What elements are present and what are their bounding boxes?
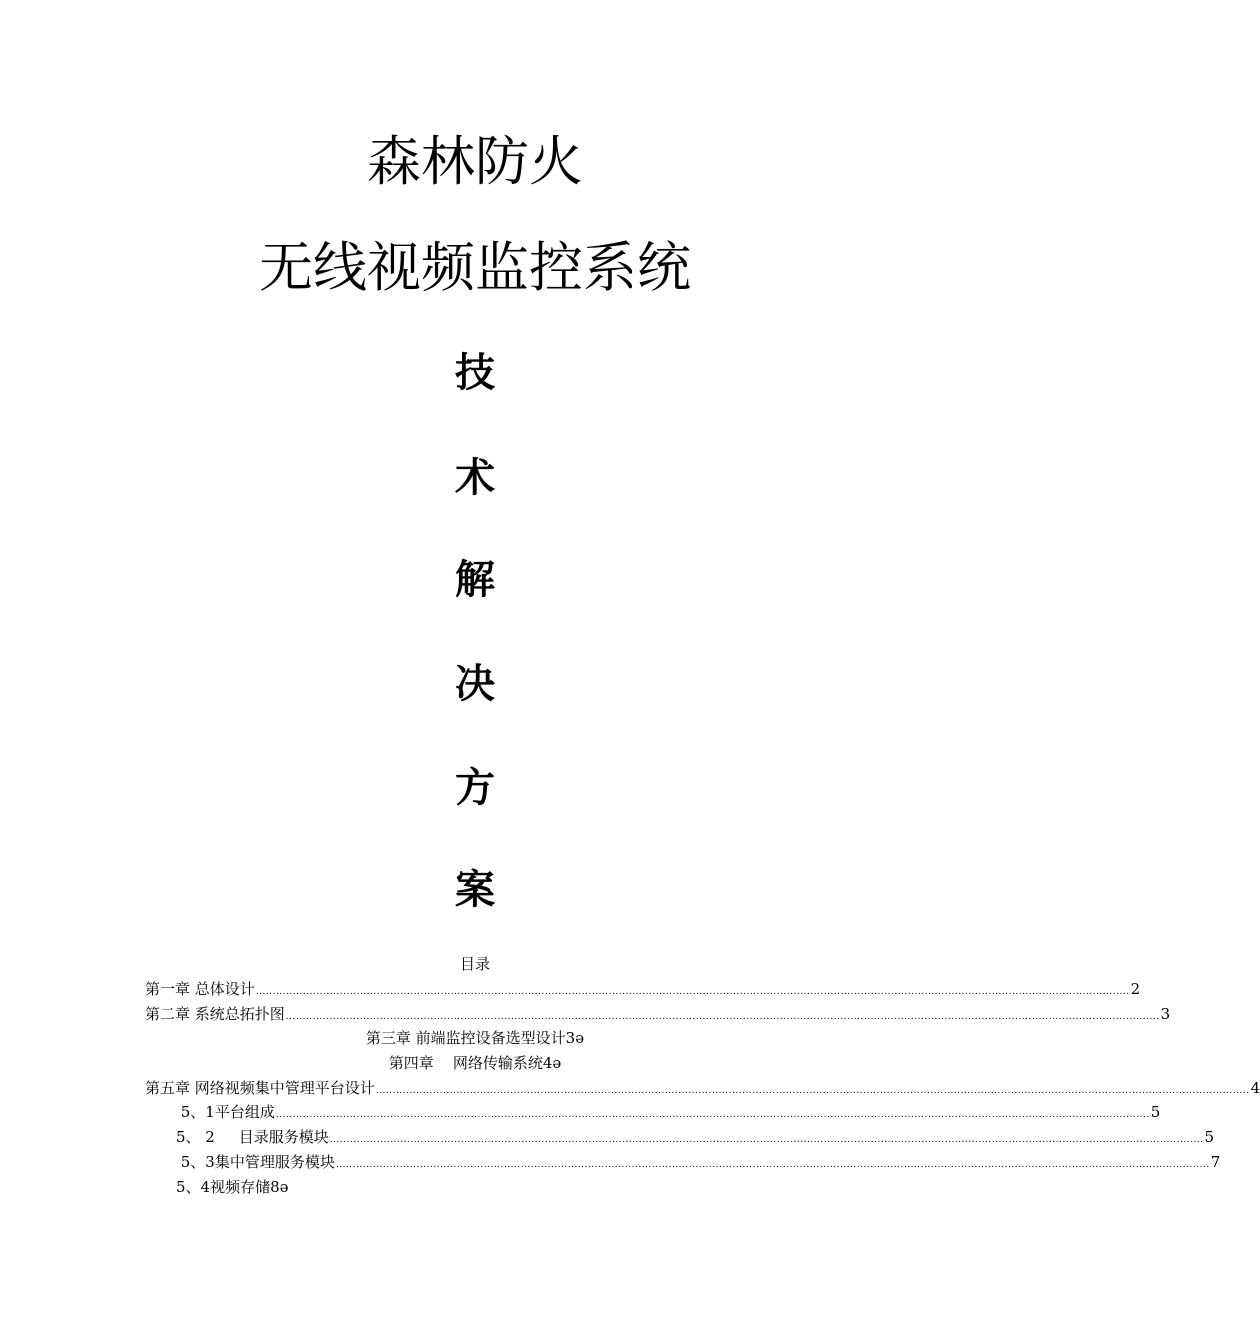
- toc-leader-dots: ....................................................................................................................................................................................................................................................................: [275, 1110, 1150, 1120]
- toc-entry-page: 7: [1210, 1153, 1221, 1171]
- toc-entry-page: 4: [1250, 1079, 1260, 1097]
- subtitle-char-6: 案: [455, 867, 495, 913]
- toc-leader-dots: ....................................................................................................................................................................................................................................................................: [285, 1012, 1160, 1022]
- subtitle-char-5: 方: [455, 765, 495, 811]
- toc-entry[interactable]: [176, 1126, 1215, 1151]
- toc-entry[interactable]: 第三章 前端监控设备选型设计3ə: [365, 1029, 585, 1047]
- toc-entry-label: 5、1平台组成: [176, 1103, 275, 1121]
- toc-entry-page: 5: [1150, 1103, 1161, 1121]
- toc-leader-dots: ....................................................................................................................................................................................................................................................................: [375, 1086, 1250, 1096]
- toc-entry[interactable]: [145, 978, 1141, 1003]
- toc-entry-page: 3: [1160, 1005, 1171, 1023]
- toc-entry-label: 5、 2 目录服务模块: [176, 1128, 329, 1146]
- toc-entry-page: 2: [1130, 980, 1141, 998]
- toc-entry[interactable]: 5、4视频存储8ə: [176, 1178, 289, 1196]
- toc-heading: 目录: [459, 955, 490, 973]
- toc-entry-label: 第二章 系统总拓扑图: [145, 1005, 285, 1023]
- toc-entry[interactable]: [176, 1101, 1161, 1126]
- toc-entry[interactable]: [176, 1151, 1221, 1176]
- toc-leader-dots: ....................................................................................................................................................................................................................................................................: [255, 987, 1130, 997]
- document-title-line-2: 无线视频监控系统: [259, 236, 691, 299]
- subtitle-char-4: 决: [455, 661, 495, 707]
- toc-leader-dots: ....................................................................................................................................................................................................................................................................: [335, 1160, 1210, 1170]
- toc-entry-label: 第一章 总体设计: [145, 980, 255, 998]
- toc-leader-dots: ....................................................................................................................................................................................................................................................................: [329, 1135, 1204, 1145]
- document-title-line-1: 森林防火: [367, 130, 583, 193]
- subtitle-char-1: 技: [455, 350, 495, 396]
- toc-entry[interactable]: [145, 1077, 1260, 1102]
- toc-entry-label: 第五章 网络视频集中管理平台设计: [145, 1079, 375, 1097]
- subtitle-char-3: 解: [455, 557, 495, 603]
- toc-entry-label: 5、3集中管理服务模块: [176, 1153, 335, 1171]
- toc-entry[interactable]: [145, 1003, 1171, 1028]
- toc-entry[interactable]: 第四章 网络传输系统4ə: [388, 1054, 562, 1072]
- toc-entry-page: 5: [1204, 1128, 1215, 1146]
- subtitle-char-2: 术: [455, 455, 495, 501]
